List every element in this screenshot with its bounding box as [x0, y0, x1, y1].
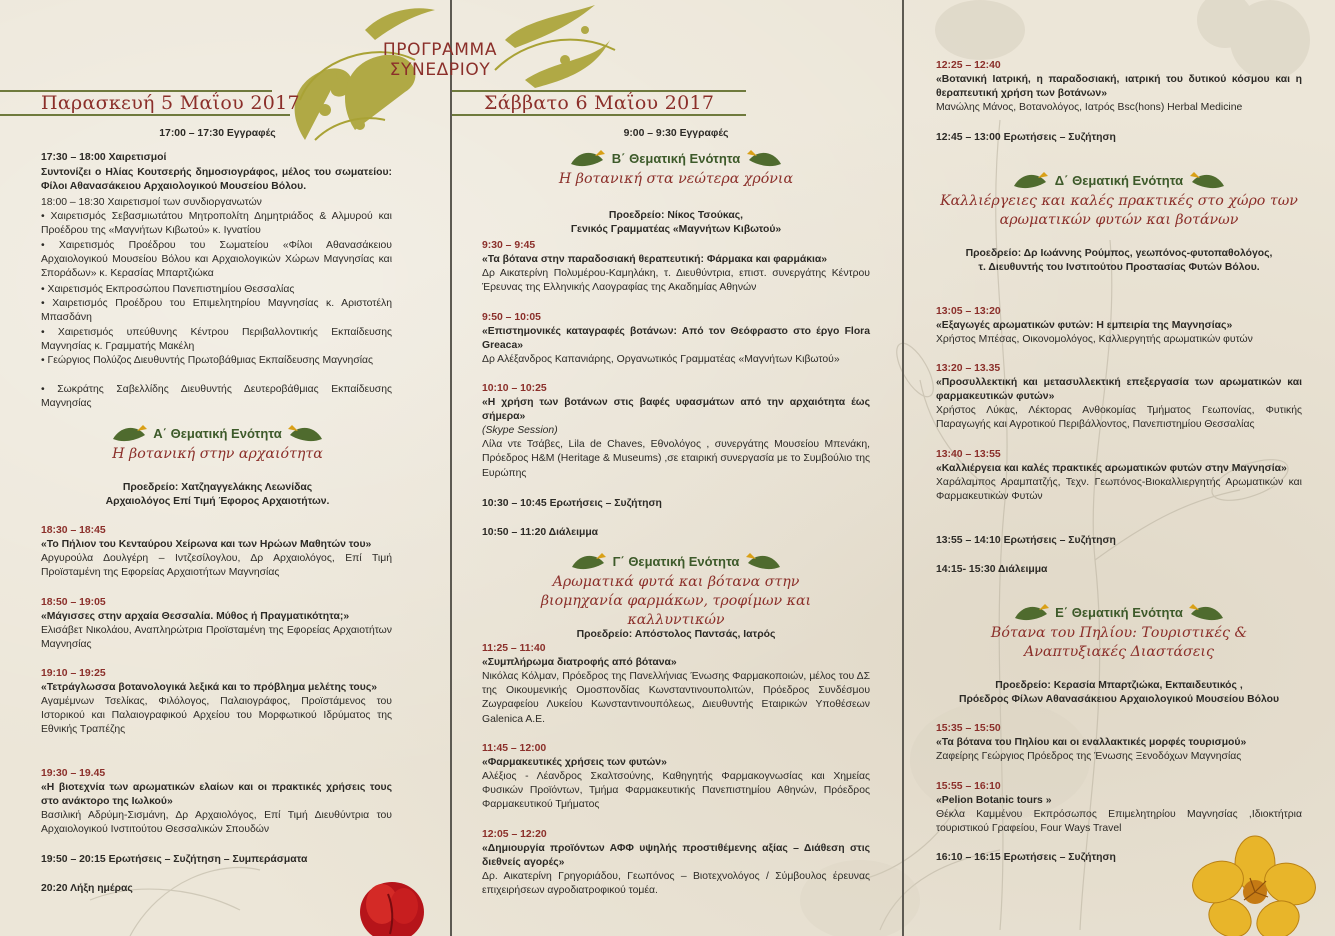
column-saturday-continued [904, 0, 1335, 936]
welcome-time: 17:30 – 18:00 Χαιρετισμοί [41, 152, 167, 163]
welcome-text: Συντονίζει ο Ηλίας Κουτσερής δημοσιογράφος, μέλος του σωματείου: Φίλοι Αθανασάκειου Αρχαιολογικού Μουσείου Βόλου. [41, 167, 392, 193]
talk-title: «Τα βότανα του Πηλίου και οι εναλλακτικές μορφές τουρισμού» [936, 737, 1247, 748]
talk-item [41, 667, 392, 738]
talk-time: 18:50 – 19:05 [41, 597, 106, 608]
talk-title: «Φαρμακευτικές χρήσεις των φυτών» [482, 757, 667, 768]
day-title-friday: Παρασκευή 5 Μαΐου 2017 [41, 92, 300, 114]
unit-e-subtitle: Βότανα του Πηλίου: Τουριστικές & Αναπτυξιακές Διαστάσεις [990, 625, 1248, 660]
talk-title: «Τετράγλωσσα βοτανολογικά λεξικά και το πρόβλημα μελέτης τους» [41, 682, 378, 693]
talk-speaker: Χαράλαμπος Αραμπατζής, Τεχν. Γεωπόνος-Βιοκαλλιεργητής Αρωματικών και Φαρμακευτικών Φυτών [936, 477, 1302, 503]
talk-title: «Καλλιέργεια και καλές πρακτικές αρωματικών φυτών στην Μαγνησία» [936, 463, 1287, 474]
leaf-icon [744, 551, 782, 573]
talk-item [41, 596, 392, 652]
break: 14:15- 15:30 Διάλειμμα [936, 564, 1048, 575]
talk-title: «Το Πήλιον του Κενταύρου Χείρωνα και των Ηρώων Μαθητών του» [41, 539, 372, 550]
talk-speaker: Αργυρούλα Δουλγέρη – Ιντζεσίλογλου, Δρ Αρχαιολόγος, Επί Τιμή Προϊσταμένη της Εφορείας Αρχαιοτήτων Μαγνησίας [41, 553, 392, 579]
unit-b-heading [482, 148, 870, 189]
leaf-icon [111, 423, 149, 445]
talk-item [482, 828, 870, 898]
day-title-saturday: Σάββατο 6 Μαΐου 2017 [484, 92, 715, 114]
talk-speaker: Ελισάβετ Νικολάου, Αναπληρώτρια Προϊσταμένη της Εφορείας Αρχαιοτήτων Μαγνησίας [41, 625, 392, 651]
talk-time: 10:10 – 10:25 [482, 383, 547, 394]
yellow-flower-icon [1190, 834, 1320, 936]
discussion-text: 12:45 – 13:00 Ερωτήσεις – Συζήτηση [936, 132, 1116, 143]
talk-speaker: Λίλα ντε Τσάβες, Lila de Chaves, Εθνολόγος , συνεργάτης Μουσείου Μπενάκη, Πρόεδρος H&M (Heritage & Museums) ,σε εταιρική συνεργασία με το Συμβούλιο της Ευρώπης [482, 439, 870, 479]
chair-line: Προεδρείο: Κερασία Μπαρτζιώκα, Εκπαιδευτικός , [995, 680, 1243, 691]
talk-speaker: Αλέξιος - Λέανδρος Σκαλτσούνης, Καθηγητής Φαρμακογνωσίας και Χημείας Φυσικών Προϊόντων, Τμήμα Φαρμακευτικής Πανεπιστημίου Αθηνών, Πρόεδρος Φαρμακευτικού Τμήματος [482, 771, 870, 811]
leaf-icon [570, 551, 608, 573]
unit-c-name: Γ΄ Θεματική Ενότητα [612, 554, 740, 570]
talk-speaker: Χρήστος Μπέσας, Οικονομολόγος, Καλλιεργητής αρωματικών φυτών [936, 334, 1253, 345]
leaf-icon [1188, 170, 1226, 192]
leaf-icon [286, 423, 324, 445]
talk-time: 15:35 – 15:50 [936, 723, 1001, 734]
talk-time: 19:30 – 19.45 [41, 768, 106, 779]
unit-d-name: Δ΄ Θεματική Ενότητα [1054, 173, 1184, 189]
greeting-item: • Χαιρετισμός Εκπροσώπου Πανεπιστημίου Θεσσαλίας [41, 284, 295, 295]
chair-line: Προεδρείο: Χατζηαγγελάκης Λεωνίδας [122, 482, 313, 493]
greeting-item: • Γεώργιος Πολύζος Διευθυντής Πρωτοβάθμιας Εκπαίδευσης Μαγνησίας [41, 355, 374, 366]
discussion: 10:30 – 10:45 Ερωτήσεις – Συζήτηση [482, 498, 662, 509]
talk-time: 19:10 – 19:25 [41, 668, 106, 679]
chair-line: Πρόεδρος Φίλων Αθανασάκειου Αρχαιολογικού Μουσείου Βόλου [958, 694, 1280, 706]
talk-title: «Μάγισσες στην αρχαία Θεσσαλία. Μύθος ή Πραγματικότητα;» [41, 611, 350, 622]
greeting-item: • Χαιρετισμός Σεβασμιωτάτου Μητροπολίτη Δημητριάδος & Αλμυρού και Προέδρου της «Μαγνήτων Κιβωτού» κ. Ιγνατίου [41, 211, 392, 237]
leaf-icon [1187, 602, 1225, 624]
talk-speaker: Χρήστος Λύκας, Λέκτορας Ανθοκομίας Τμήματος Γεωπονίας, Φυτικής Παραγωγής και Αγροτικού Περιβάλλοντος, Πανεπιστημίου Θεσσαλίας [936, 405, 1302, 431]
chair-line: Προεδρείο: Δρ Ιωάννης Ρούμπος, γεωπόνος-φυτοπαθολόγος, [965, 248, 1273, 259]
discussion [41, 853, 307, 867]
talk-item [936, 780, 1302, 836]
greeting-item: • Χαιρετισμός Προέδρου του Σωματείου «Φίλοι Αθανασάκειου Αρχαιολογικού Μουσείου Βόλου και Αρχαιολογικών Χώρων Μαγνησίας και Σποράδων» κ. Κερασίας Μπαρτζιώκα [41, 240, 392, 280]
talk-speaker: Βασιλική Αδρύμη-Σισμάνη, Δρ Αρχαιολόγος, Επί Τιμή Διευθύντρια του Αρχαιολογικού Ινστιτούτου Θεσσαλικών Σπουδών [41, 810, 392, 836]
red-poppy-icon [352, 874, 432, 936]
chair-b [482, 209, 870, 237]
chair-d [936, 247, 1302, 275]
break: 10:50 – 11:20 Διάλειμμα [482, 527, 599, 538]
discussion-text: 19:50 – 20:15 Ερωτήσεις – Συζήτηση – Συμπεράσματα [41, 854, 308, 865]
talk-title: «Δημιουργία προϊόντων ΑΦΦ υψηλής προστιθέμενης αξίας – Διάθεση στις διεθνείς αγορές» [482, 843, 870, 868]
talk-item [936, 722, 1302, 764]
talk-item [482, 742, 870, 813]
chair-line: Προεδρείο: Νίκος Τσούκας, [608, 210, 744, 221]
chair-line: τ. Διευθυντής του Ινστιτούτου Προστασίας Φυτών Βόλου. [978, 262, 1260, 274]
talk-title: «Επιστημονικές καταγραφές βοτάνων: Από τον Θεόφραστο στο έργο Flora Greaca» [482, 326, 870, 351]
column-saturday [452, 0, 902, 936]
talk-item [482, 642, 870, 727]
talk-title: «Η βιοτεχνία των αρωματικών ελαίων και οι πρακτικές χρήσεις τους στο ανάκτορο της Ιωλκού» [41, 782, 392, 807]
column-friday [0, 0, 450, 936]
talk-time: 13:20 – 13.35 [936, 363, 1001, 374]
talk-time: 12:05 – 12:20 [482, 829, 547, 840]
talk-title: «Βοτανική Ιατρική, η παραδοσιακή, ιατρική του δυτικού κόσμου και η θεραπευτική χρήση των βοτάνων» [936, 74, 1302, 99]
talk-time: 9:50 – 10:05 [482, 312, 541, 323]
talk-speaker: Μανώλης Μάνος, Βοτανολόγος, Ιατρός Bsc(hons) Herbal Medicine [936, 102, 1243, 113]
leaf-icon [745, 148, 783, 170]
talk-time: 18:30 – 18:45 [41, 525, 106, 536]
unit-e-heading [936, 602, 1302, 662]
talk-speaker: Δρ Αικατερίνη Πολυμέρου-Καμηλάκη, τ. Διευθύντρια, επιστ. συνεργάτης Κέντρου Έρευνας της Ελληνικής Λαογραφίας της Ακαδημίας Αθηνών [482, 268, 870, 294]
greeting-item: • Χαιρετισμός Προέδρου του Επιμελητηρίου Μαγνησίας κ. Αριστοτέλη Μπασδάνη [41, 298, 392, 324]
talk-time: 9:30 – 9:45 [482, 240, 536, 251]
registration: 9:00 – 9:30 Εγγραφές [623, 128, 729, 139]
talk-item [482, 382, 870, 481]
chair-c: Προεδρείο: Απόστολος Παντσάς, Ιατρός [576, 629, 776, 640]
chair-e [936, 679, 1302, 707]
discussion: 16:10 – 16:15 Ερωτήσεις – Συζήτηση [936, 852, 1116, 863]
unit-e-name: Ε΄ Θεματική Ενότητα [1055, 605, 1183, 621]
unit-b-subtitle: Η βοτανική στα νεώτερα χρόνια [558, 171, 794, 187]
unit-a-subtitle: Η βοτανική στην αρχαιότητα [112, 446, 323, 462]
talk-speaker: Νικόλας Κόλμαν, Πρόεδρος της Πανελλήνιας Ένωσης Φαρμακοποιών, μέλος του ΔΣ της Οικουμενικής Ομοσπονδίας Κωνσταντινουπολιτών, Πρόεδρος Συνδέσμου Ζωγραφείου Λυκείου Κωνσταντινουπόλεως, Διευθυντής Εταιρικών Υποθέσεων Galenica A.E. [482, 671, 870, 725]
talk-note: (Skype Session) [482, 425, 558, 436]
greeting-item: • Σωκράτης Σαβελλίδης Διευθυντής Δευτεροβάθμιας Εκπαίδευσης Μαγνησίας [41, 384, 392, 410]
talk-title: «Η χρήση των βοτάνων στις βαφές υφασμάτων από την αρχαιότητα έως σήμερα» [482, 397, 870, 422]
talk-title: «Τα βότανα στην παραδοσιακή θεραπευτική: Φάρμακα και φαρμάκια» [482, 254, 828, 265]
talk-speaker: Δρ. Αικατερίνη Γρηγοριάδου, Γεωπόνος – Βιοτεχνολόγος / Σύμβουλος έρευνας επιχειρήσεων αγροδιατροφικού τομέα. [482, 871, 870, 897]
talk-title: «Συμπλήρωμα διατροφής από βότανα» [482, 657, 677, 668]
chair-line: Αρχαιολόγος Επί Τιμή Έφορος Αρχαιοτήτων. [105, 496, 330, 508]
program-title: ΠΡΟΓΡΑΜΜΑ ΣΥΝΕΔΡΙΟΥ [382, 40, 498, 80]
talk-time: 13:40 – 13:55 [936, 449, 1001, 460]
talk-item [936, 448, 1302, 504]
talk-time: 11:25 – 11:40 [482, 643, 546, 654]
talk-time: 11:45 – 12:00 [482, 743, 547, 754]
talk-item [482, 239, 870, 295]
talk-item [936, 59, 1302, 115]
chair-a [41, 481, 394, 509]
talk-item [41, 524, 392, 580]
unit-b-name: Β΄ Θεματική Ενότητα [611, 151, 741, 167]
greeting-item: • Χαιρετισμός υπεύθυνης Κέντρου Περιβαλλοντικής Εκπαίδευσης Μαγνησίας κ. Γραμματής Μακέλη [41, 327, 392, 353]
day-end: 20:20 Λήξη ημέρας [41, 883, 133, 894]
leaf-icon [1013, 602, 1051, 624]
discussion [936, 131, 1116, 145]
talk-item [482, 311, 870, 367]
talk-time: 12:25 – 12:40 [936, 60, 1001, 71]
unit-c-subtitle: Αρωματικά φυτά και βότανα στην βιομηχανία φαρμάκων, τροφίμων και καλλυντικών [540, 574, 812, 628]
talk-title: «Προσυλλεκτική και μετασυλλεκτική επεξεργασία των αρωματικών και φαρμακευτικών φυτών» [936, 377, 1302, 402]
leaf-icon [1012, 170, 1050, 192]
leaf-icon [569, 148, 607, 170]
talk-speaker: Δρ Αλέξανδρος Καπανιάρης, Οργανωτικός Γραμματέας «Μαγνήτων Κιβωτού» [482, 354, 840, 365]
unit-a-name: Α΄ Θεματική Ενότητα [153, 426, 282, 442]
registration: 17:00 – 17:30 Εγγραφές [159, 128, 276, 139]
talk-time: 15:55 – 16:10 [936, 781, 1001, 792]
talk-speaker: Αγαμέμνων Τσελίκας, Φιλόλογος, Παλαιογράφος, Προϊστάμενος του Ιστορικού και Παλαιογραφικού Αρχείου του Μορφωτικού Ιδρύματος της Εθνικής Τραπέζης [41, 696, 392, 736]
talk-item [936, 305, 1302, 347]
talk-item [41, 767, 392, 837]
greetings-time: 18:00 – 18:30 Χαιρετισμοί των συνδιοργανωτών [41, 197, 262, 208]
unit-a-heading [41, 423, 394, 464]
unit-d-heading [936, 170, 1302, 230]
talk-time: 13:05 – 13:20 [936, 306, 1001, 317]
unit-c-heading [482, 551, 870, 630]
talk-speaker: Ζαφείρης Γεώργιος Πρόεδρος της Ένωσης Ξενοδόχων Μαγνησίας [936, 751, 1242, 762]
unit-d-subtitle: Καλλιέργειες και καλές πρακτικές στο χώρο των αρωματικών φυτών και βοτάνων [940, 193, 1298, 228]
chair-line: Γενικός Γραμματέας «Μαγνήτων Κιβωτού» [570, 224, 782, 236]
talk-title: «Pelion Botanic tours » [936, 795, 1052, 806]
talk-title: «Εξαγωγές αρωματικών φυτών: Η εμπειρία της Μαγνησίας» [936, 320, 1233, 331]
talk-item [936, 362, 1302, 432]
talk-speaker: Θέκλα Καμμένου Εκπρόσωπος Επιμελητηρίου Μαγνησίας ,Ιδιοκτήτρια τουριστικού Γραφείου, Four Ways Travel [936, 809, 1302, 835]
discussion: 13:55 – 14:10 Ερωτήσεις – Συζήτηση [936, 535, 1116, 546]
